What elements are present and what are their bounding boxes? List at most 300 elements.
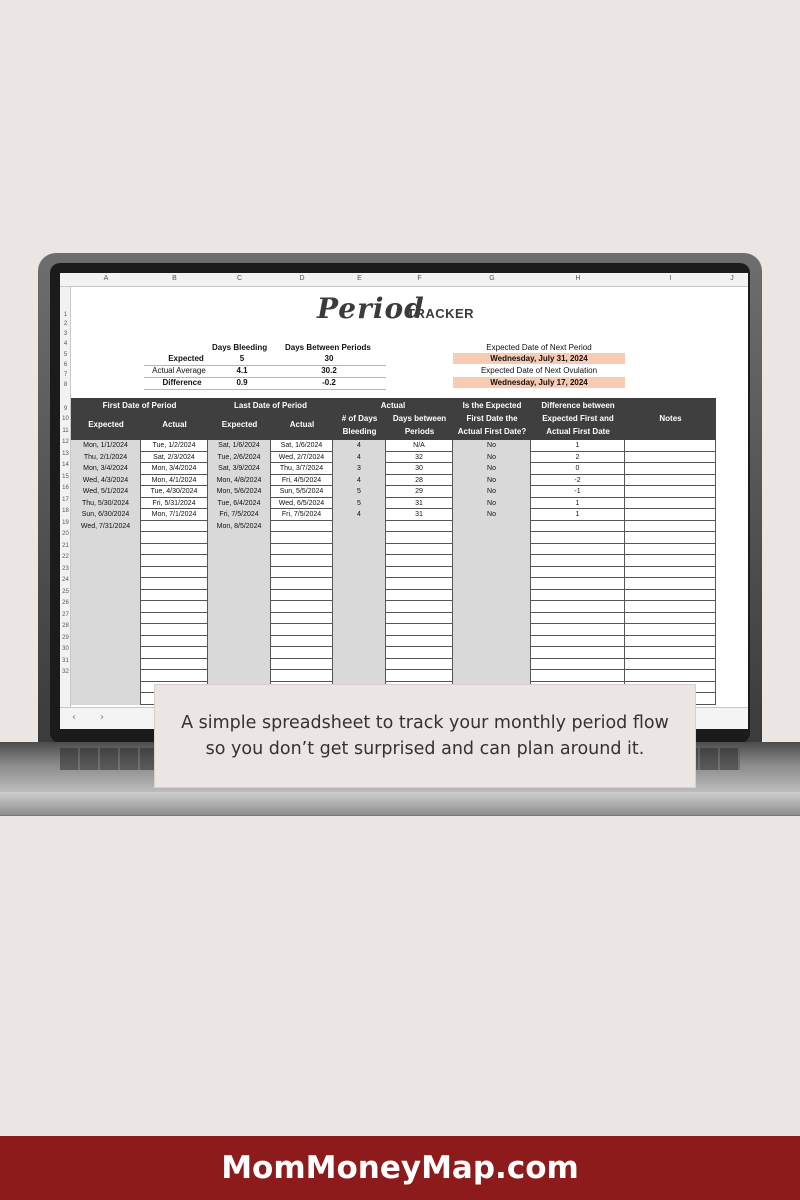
table-cell[interactable] — [71, 555, 141, 567]
table-cell[interactable] — [625, 578, 716, 590]
table-cell[interactable]: Mon, 4/1/2024 — [141, 475, 208, 487]
th-is-expected-line1: Is the Expected — [462, 401, 522, 410]
row-number[interactable]: 2 — [63, 321, 68, 327]
table-cell[interactable]: -1 — [531, 486, 625, 498]
table-row — [71, 521, 716, 533]
row-number[interactable]: 9 — [63, 406, 68, 412]
row-number[interactable]: 26 — [62, 600, 69, 606]
table-row — [71, 613, 716, 625]
laptop-edge — [0, 792, 800, 816]
summary-head-days-bleeding: Days Bleeding — [212, 343, 268, 352]
table-cell[interactable] — [71, 567, 141, 579]
table-cell[interactable] — [333, 555, 386, 567]
table-cell[interactable] — [531, 601, 625, 613]
table-cell[interactable]: Wed, 2/7/2024 — [271, 452, 333, 464]
table-row — [71, 463, 716, 475]
caption-text: A simple spreadsheet to track your monthly period flow so you don’t get surprised and can plan around it. — [181, 713, 669, 759]
row-number[interactable]: 5 — [63, 352, 68, 358]
table-cell[interactable] — [271, 521, 333, 533]
summary-label-actual: Actual Average — [152, 366, 206, 375]
table-cell[interactable]: 30 — [386, 463, 453, 475]
table-cell[interactable]: 31 — [386, 498, 453, 510]
table-cell[interactable]: -2 — [531, 475, 625, 487]
row-number[interactable]: 22 — [62, 554, 69, 560]
table-row — [71, 498, 716, 510]
table-row — [71, 636, 716, 648]
table-cell[interactable] — [208, 590, 271, 602]
table-cell[interactable] — [625, 624, 716, 636]
table-cell[interactable] — [208, 670, 271, 682]
table-cell[interactable] — [625, 613, 716, 625]
table-cell[interactable]: 5 — [333, 498, 386, 510]
table-cell[interactable] — [625, 509, 716, 521]
table-cell[interactable]: Tue, 6/4/2024 — [208, 498, 271, 510]
table-row — [71, 601, 716, 613]
table-cell[interactable]: 4 — [333, 509, 386, 521]
row-number[interactable]: 28 — [62, 623, 69, 629]
table-cell[interactable] — [453, 555, 531, 567]
th-expected-first: Expected — [88, 420, 124, 429]
table-cell[interactable] — [208, 647, 271, 659]
table-cell[interactable] — [141, 532, 208, 544]
row-number[interactable]: 16 — [62, 485, 69, 491]
column-letter[interactable]: D — [299, 275, 305, 282]
table-cell[interactable] — [271, 670, 333, 682]
table-cell[interactable] — [141, 544, 208, 556]
table-cell[interactable] — [271, 659, 333, 671]
table-cell[interactable] — [453, 624, 531, 636]
table-cell[interactable]: Tue, 2/6/2024 — [208, 452, 271, 464]
summary-actual-days: 4.1 — [236, 366, 248, 375]
table-cell[interactable] — [141, 601, 208, 613]
table-cell[interactable] — [333, 590, 386, 602]
table-cell[interactable]: Fri, 4/5/2024 — [271, 475, 333, 487]
table-cell[interactable]: Mon, 3/4/2024 — [71, 463, 141, 475]
table-cell[interactable]: Sat, 2/3/2024 — [141, 452, 208, 464]
th-first-date: First Date of Period — [102, 401, 177, 410]
table-cell[interactable] — [625, 636, 716, 648]
row-number[interactable]: 30 — [62, 646, 69, 652]
table-cell[interactable] — [453, 601, 531, 613]
column-letter[interactable]: H — [575, 275, 581, 282]
table-cell[interactable]: Wed, 5/1/2024 — [71, 486, 141, 498]
table-cell[interactable] — [386, 578, 453, 590]
table-cell[interactable] — [271, 613, 333, 625]
table-cell[interactable]: 4 — [333, 440, 386, 452]
table-cell[interactable] — [531, 647, 625, 659]
next-ovulation-label: Expected Date of Next Ovulation — [480, 366, 598, 375]
table-cell[interactable]: 32 — [386, 452, 453, 464]
column-letter[interactable]: A — [103, 275, 109, 282]
table-cell[interactable] — [531, 521, 625, 533]
th-actual-last: Actual — [289, 420, 315, 429]
table-cell[interactable] — [333, 647, 386, 659]
table-cell[interactable] — [386, 544, 453, 556]
table-cell[interactable] — [71, 544, 141, 556]
table-cell[interactable] — [531, 659, 625, 671]
table-row — [71, 475, 716, 487]
footer-site-name[interactable]: MomMoneyMap.com — [221, 1150, 579, 1186]
table-cell[interactable] — [453, 544, 531, 556]
table-cell[interactable] — [333, 624, 386, 636]
table-cell[interactable]: Thu, 3/7/2024 — [271, 463, 333, 475]
column-letter[interactable]: J — [730, 275, 734, 282]
th-actual: Actual — [380, 401, 406, 410]
table-cell[interactable] — [531, 578, 625, 590]
table-cell[interactable]: 5 — [333, 486, 386, 498]
table-row — [71, 555, 716, 567]
table-row — [71, 670, 716, 682]
table-cell[interactable] — [625, 486, 716, 498]
th-last-date: Last Date of Period — [234, 401, 307, 410]
table-cell[interactable] — [386, 521, 453, 533]
table-cell[interactable] — [333, 659, 386, 671]
column-letter[interactable]: C — [236, 275, 243, 282]
table-cell[interactable] — [141, 521, 208, 533]
row-number[interactable]: 25 — [62, 589, 69, 595]
table-cell[interactable] — [71, 647, 141, 659]
row-number[interactable]: 31 — [62, 658, 69, 664]
table-cell[interactable] — [271, 555, 333, 567]
row-number[interactable]: 20 — [62, 531, 69, 537]
table-cell[interactable]: 0 — [531, 463, 625, 475]
row-number[interactable]: 27 — [62, 612, 69, 618]
table-cell[interactable]: No — [453, 463, 531, 475]
table-cell[interactable] — [386, 659, 453, 671]
table-cell[interactable] — [141, 624, 208, 636]
th-is-expected-line2: First Date the — [466, 414, 518, 423]
table-cell[interactable] — [625, 452, 716, 464]
table-cell[interactable] — [71, 624, 141, 636]
row-number[interactable]: 8 — [63, 382, 68, 388]
table-cell[interactable] — [386, 613, 453, 625]
table-cell[interactable] — [453, 613, 531, 625]
table-row — [71, 486, 716, 498]
table-cell[interactable] — [71, 590, 141, 602]
table-cell[interactable]: 1 — [531, 440, 625, 452]
table-cell[interactable] — [625, 647, 716, 659]
table-cell[interactable] — [208, 659, 271, 671]
table-cell[interactable] — [625, 590, 716, 602]
column-letter[interactable]: I — [669, 275, 672, 282]
table-cell[interactable] — [625, 498, 716, 510]
th-notes: Notes — [659, 414, 682, 423]
table-cell[interactable]: Tue, 4/30/2024 — [141, 486, 208, 498]
table-cell[interactable]: No — [453, 440, 531, 452]
table-cell[interactable] — [71, 578, 141, 590]
table-cell[interactable]: Thu, 5/30/2024 — [71, 498, 141, 510]
column-letter[interactable]: E — [357, 275, 362, 282]
next-sheet-icon[interactable]: › — [100, 712, 104, 723]
table-cell[interactable] — [453, 647, 531, 659]
table-cell[interactable] — [453, 659, 531, 671]
row-number[interactable]: 19 — [62, 520, 69, 526]
column-letter[interactable]: B — [172, 275, 177, 282]
row-number[interactable]: 1 — [63, 312, 68, 318]
table-cell[interactable] — [208, 636, 271, 648]
table-cell[interactable] — [333, 636, 386, 648]
row-number[interactable]: 32 — [62, 669, 69, 675]
table-cell[interactable] — [333, 613, 386, 625]
table-cell[interactable] — [386, 647, 453, 659]
th-num-days-line1: # of Days — [341, 414, 378, 423]
row-number-column — [60, 287, 71, 729]
table-cell[interactable] — [625, 659, 716, 671]
table-cell[interactable] — [386, 601, 453, 613]
th-difference-line3: Actual First Date — [546, 427, 610, 436]
row-number[interactable]: 11 — [62, 428, 69, 434]
table-cell[interactable]: Sat, 1/6/2024 — [271, 440, 333, 452]
table-cell[interactable]: Fri, 5/31/2024 — [141, 498, 208, 510]
table-cell[interactable] — [333, 567, 386, 579]
column-letter[interactable]: F — [417, 275, 422, 282]
th-days-between-line2: Periods — [404, 427, 435, 436]
table-cell[interactable] — [271, 567, 333, 579]
summary-difference-days: 0.9 — [236, 378, 248, 387]
table-cell[interactable]: Tue, 1/2/2024 — [141, 440, 208, 452]
table-cell[interactable]: Sat, 3/9/2024 — [208, 463, 271, 475]
table-row — [71, 578, 716, 590]
row-number[interactable]: 15 — [62, 474, 69, 480]
table-header — [71, 398, 716, 440]
table-cell[interactable] — [386, 624, 453, 636]
table-cell[interactable] — [71, 682, 141, 694]
table-cell[interactable] — [141, 555, 208, 567]
row-number[interactable]: 29 — [62, 635, 69, 641]
column-header-row — [60, 273, 748, 287]
row-number[interactable]: 6 — [63, 362, 68, 368]
summary-difference-between: -0.2 — [322, 378, 336, 387]
table-cell[interactable] — [141, 659, 208, 671]
table-cell[interactable] — [333, 521, 386, 533]
table-cell[interactable]: N/A — [386, 440, 453, 452]
table-cell[interactable]: No — [453, 452, 531, 464]
table-cell[interactable] — [453, 670, 531, 682]
table-cell[interactable]: 28 — [386, 475, 453, 487]
table-cell[interactable]: 3 — [333, 463, 386, 475]
table-cell[interactable] — [141, 647, 208, 659]
table-row — [71, 532, 716, 544]
table-cell[interactable] — [625, 475, 716, 487]
table-cell[interactable] — [333, 544, 386, 556]
footer-banner — [0, 1136, 800, 1200]
th-actual-first: Actual — [162, 420, 187, 429]
title-caps: TRACKER — [407, 306, 475, 321]
table-cell[interactable]: Wed, 4/3/2024 — [71, 475, 141, 487]
table-cell[interactable]: 2 — [531, 452, 625, 464]
th-difference-line2: Expected First and — [542, 414, 614, 423]
table-cell[interactable] — [271, 636, 333, 648]
table-cell[interactable] — [208, 555, 271, 567]
table-cell[interactable] — [208, 567, 271, 579]
table-cell[interactable]: Mon, 7/1/2024 — [141, 509, 208, 521]
table-row — [71, 624, 716, 636]
table-cell[interactable]: 31 — [386, 509, 453, 521]
table-cell[interactable] — [208, 544, 271, 556]
prev-sheet-icon[interactable]: ‹ — [72, 712, 76, 723]
table-cell[interactable] — [625, 440, 716, 452]
table-cell[interactable] — [141, 670, 208, 682]
table-cell[interactable] — [625, 555, 716, 567]
table-cell[interactable] — [71, 693, 141, 705]
table-cell[interactable] — [625, 532, 716, 544]
table-cell[interactable] — [71, 670, 141, 682]
th-is-expected-line3: Actual First Date? — [457, 427, 527, 436]
table-cell[interactable] — [208, 601, 271, 613]
table-cell[interactable]: Mon, 3/4/2024 — [141, 463, 208, 475]
table-cell[interactable] — [208, 578, 271, 590]
table-cell[interactable]: Fri, 7/5/2024 — [271, 509, 333, 521]
table-cell[interactable] — [625, 521, 716, 533]
table-cell[interactable] — [453, 532, 531, 544]
table-cell[interactable] — [141, 636, 208, 648]
table-cell[interactable] — [271, 647, 333, 659]
table-cell[interactable] — [208, 624, 271, 636]
table-cell[interactable] — [208, 613, 271, 625]
table-cell[interactable]: Mon, 4/8/2024 — [208, 475, 271, 487]
next-ovulation-value: Wednesday, July 17, 2024 — [453, 377, 625, 388]
table-cell[interactable] — [141, 613, 208, 625]
table-cell[interactable]: 1 — [531, 509, 625, 521]
table-cell[interactable] — [271, 601, 333, 613]
summary-expected-days: 5 — [239, 354, 245, 363]
table-cell[interactable]: No — [453, 475, 531, 487]
table-cell[interactable] — [453, 590, 531, 602]
table-cell[interactable] — [333, 532, 386, 544]
table-cell[interactable] — [386, 532, 453, 544]
table-cell[interactable] — [271, 590, 333, 602]
table-cell[interactable] — [71, 659, 141, 671]
table-cell[interactable] — [453, 578, 531, 590]
table-row — [71, 590, 716, 602]
row-number[interactable]: 10 — [62, 416, 69, 422]
table-cell[interactable] — [386, 590, 453, 602]
table-cell[interactable] — [271, 532, 333, 544]
table-cell[interactable] — [386, 567, 453, 579]
table-cell[interactable]: 1 — [531, 498, 625, 510]
column-letter[interactable]: G — [489, 275, 495, 282]
table-cell[interactable]: 4 — [333, 452, 386, 464]
table-cell[interactable]: No — [453, 509, 531, 521]
table-cell[interactable] — [531, 624, 625, 636]
table-cell[interactable] — [386, 670, 453, 682]
table-cell[interactable]: Mon, 1/1/2024 — [71, 440, 141, 452]
table-row — [71, 509, 716, 521]
row-number[interactable]: 14 — [62, 462, 69, 468]
table-row — [71, 659, 716, 671]
next-period-label: Expected Date of Next Period — [486, 343, 592, 352]
table-cell[interactable]: Wed, 6/5/2024 — [271, 498, 333, 510]
table-cell[interactable]: 29 — [386, 486, 453, 498]
table-cell[interactable] — [531, 567, 625, 579]
table-cell[interactable]: Thu, 2/1/2024 — [71, 452, 141, 464]
row-number[interactable]: 17 — [62, 497, 69, 503]
th-num-days-line2: Bleeding — [342, 427, 377, 436]
table-cell[interactable]: Sun, 5/5/2024 — [271, 486, 333, 498]
row-number[interactable]: 12 — [62, 439, 69, 445]
row-number[interactable]: 3 — [63, 331, 68, 337]
table-cell[interactable] — [333, 670, 386, 682]
table-cell[interactable]: Mon, 5/6/2024 — [208, 486, 271, 498]
table-cell[interactable] — [333, 601, 386, 613]
table-cell[interactable] — [386, 555, 453, 567]
row-number[interactable]: 4 — [63, 341, 68, 347]
row-number[interactable]: 21 — [62, 543, 69, 549]
row-number[interactable]: 23 — [62, 566, 69, 572]
table-cell[interactable]: Sun, 6/30/2024 — [71, 509, 141, 521]
row-number[interactable]: 24 — [62, 577, 69, 583]
summary-actual-between: 30.2 — [321, 366, 337, 375]
table-cell[interactable]: No — [453, 486, 531, 498]
table-cell[interactable] — [71, 636, 141, 648]
table-row — [71, 567, 716, 579]
table-cell[interactable] — [208, 532, 271, 544]
table-cell[interactable]: Wed, 7/31/2024 — [71, 521, 141, 533]
row-number[interactable]: 7 — [63, 372, 68, 378]
table-row — [71, 647, 716, 659]
table-row — [71, 544, 716, 556]
th-difference-line1: Difference between — [541, 401, 615, 410]
table-cell[interactable] — [453, 567, 531, 579]
summary-label-expected: Expected — [168, 354, 204, 363]
table-cell[interactable] — [625, 601, 716, 613]
table-cell[interactable] — [453, 636, 531, 648]
table-cell[interactable] — [453, 521, 531, 533]
th-expected-last: Expected — [221, 420, 258, 429]
table-cell[interactable]: Fri, 7/5/2024 — [208, 509, 271, 521]
table-cell[interactable]: No — [453, 498, 531, 510]
summary-head-days-between: Days Between Periods — [285, 343, 371, 352]
table-cell[interactable]: Sat, 1/6/2024 — [208, 440, 271, 452]
table-cell[interactable] — [531, 670, 625, 682]
table-row — [71, 440, 716, 452]
table-cell[interactable] — [531, 590, 625, 602]
table-cell[interactable] — [386, 636, 453, 648]
table-cell[interactable] — [71, 601, 141, 613]
table-row — [71, 452, 716, 464]
table-cell[interactable] — [625, 670, 716, 682]
row-number[interactable]: 13 — [62, 451, 69, 457]
table-cell[interactable] — [531, 555, 625, 567]
title-script: Period — [317, 292, 425, 325]
table-cell[interactable] — [531, 636, 625, 648]
table-cell[interactable]: Mon, 8/5/2024 — [208, 521, 271, 533]
th-days-between-line1: Days between — [392, 414, 447, 423]
row-number[interactable]: 18 — [62, 508, 69, 514]
table-cell[interactable] — [271, 624, 333, 636]
table-cell[interactable] — [333, 578, 386, 590]
spreadsheet-screen — [60, 273, 748, 729]
summary-label-difference: Difference — [162, 378, 202, 387]
table-cell[interactable] — [531, 544, 625, 556]
table-cell[interactable] — [531, 613, 625, 625]
caption-card — [154, 684, 696, 788]
table-cell[interactable] — [141, 567, 208, 579]
table-cell[interactable]: 4 — [333, 475, 386, 487]
table-cell[interactable] — [625, 544, 716, 556]
table-cell[interactable] — [141, 590, 208, 602]
table-cell[interactable] — [271, 544, 333, 556]
table-cell[interactable] — [271, 578, 333, 590]
table-cell[interactable] — [71, 613, 141, 625]
table-cell[interactable] — [71, 532, 141, 544]
summary-divider — [144, 389, 386, 390]
table-cell[interactable] — [531, 532, 625, 544]
next-period-value: Wednesday, July 31, 2024 — [453, 353, 625, 364]
table-cell[interactable] — [625, 567, 716, 579]
table-cell[interactable] — [625, 463, 716, 475]
table-cell[interactable] — [141, 578, 208, 590]
